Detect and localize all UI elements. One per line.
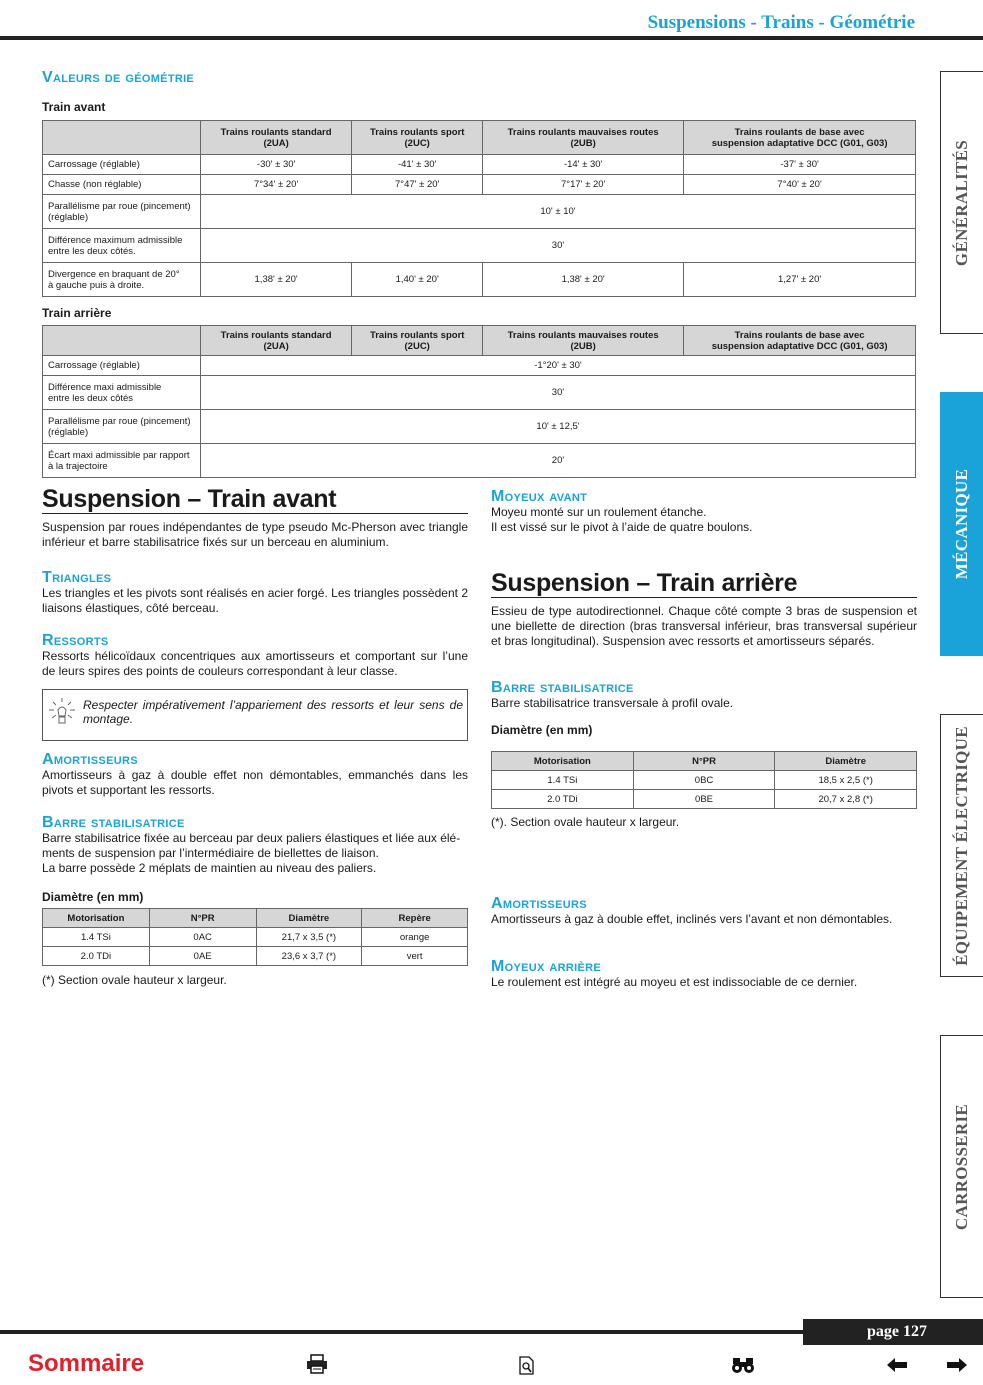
col-header: Trains roulants de base avec suspension adaptative DCC (G01, G03) <box>684 326 916 356</box>
col-header: Trains roulants de base avec suspension adaptative DCC (G01, G03) <box>684 121 916 155</box>
search-document-icon[interactable] <box>518 1356 536 1376</box>
printer-icon[interactable] <box>306 1354 328 1374</box>
sommaire-link[interactable]: Sommaire <box>28 1350 145 1377</box>
table-row: Chasse (non réglable) 7°34' ± 20' 7°47' ± 20' 7°17' ± 20' 7°40' ± 20' <box>43 175 916 195</box>
rear-amortisseurs-heading: Amortisseurs <box>491 895 587 912</box>
front-suspension-intro: Suspension par roues indépendantes de type pseudo Mc-Pherson avec triangle inférieur et barre stabilisatrice fixés sur un berceau en aluminium. <box>42 520 468 549</box>
table-row: Carrossage (réglable) -30' ± 30' -41' ± 30' -14' ± 30' -37' ± 30' <box>43 155 916 175</box>
header-rule <box>0 36 983 40</box>
table-row: Différence maximum admissible entre les deux côtés. 30' <box>43 229 916 263</box>
triangles-heading: Triangles <box>42 569 112 586</box>
rear-suspension-intro: Essieu de type autodirectionnel. Chaque côté compte 3 bras de suspension et une biellette de direction (bras transversal inférieur, bras transversal supérieur et bras longitudinal). Suspension avec ressorts et amortisseurs séparés. <box>491 604 917 648</box>
col-header: Trains roulants standard (2UA) <box>201 121 352 155</box>
moyeux-avant-heading: Moyeux avant <box>491 488 588 505</box>
rear-suspension-heading: Suspension – Train arrière <box>491 569 917 598</box>
table-row: Divergence en braquant de 20° à gauche puis à droite. 1,38' ± 20' 1,40' ± 20' 1,38' ± 20' 1,27' ± 20' <box>43 263 916 297</box>
arrow-left-icon[interactable] <box>886 1357 908 1373</box>
table-row: 2.0 TDi 0AE 23,6 x 3,7 (*) vert <box>43 947 468 966</box>
rear-amortisseurs-text: Amortisseurs à gaz à double effet, inclinés vers l’avant et non démontables. <box>491 912 893 926</box>
barre-text: Barre stabilisatrice fixée au berceau par deux paliers élastiques et liée aux élé- ments de suspension par l’intermédiaire de biellettes de liaison. La barre possède 2 méplats de maintien au niveau des paliers. <box>42 831 461 875</box>
moyeux-arriere-text: Le roulement est intégré au moyeu et est indissociable de ce dernier. <box>491 975 858 989</box>
table-row: 1.4 TSi 0BC 18,5 x 2,5 (*) <box>492 771 917 790</box>
rear-barre-text: Barre stabilisatrice transversale à profil ovale. <box>491 696 734 710</box>
table-corner <box>43 326 201 356</box>
moyeux-avant-text: Moyeu monté sur un roulement étanche. Il est vissé sur le pivot à l’aide de quatre boulons. <box>491 505 753 534</box>
front-footnote: (*) Section ovale hauteur x largeur. <box>42 973 227 987</box>
col-header: Trains roulants standard (2UA) <box>201 326 352 356</box>
front-suspension-heading: Suspension – Train avant <box>42 485 468 514</box>
rear-train-label: Train arrière <box>42 306 112 320</box>
rear-footnote: (*). Section ovale hauteur x largeur. <box>491 815 680 829</box>
barre-heading: Barre stabilisatrice <box>42 814 185 831</box>
front-bar-table: Motorisation N°PR Diamètre Repère 1.4 TSi 0AC 21,7 x 3,5 (*) orange 2.0 TDi 0AE 23,6 x 3,7 (*) vert <box>42 908 468 966</box>
diam-label-rear: Diamètre (en mm) <box>491 723 593 737</box>
front-train-label: Train avant <box>42 100 106 114</box>
arrow-right-icon[interactable] <box>946 1357 968 1373</box>
col-header: Trains roulants mauvaises routes (2UB) <box>483 121 684 155</box>
running-header: Suspensions - Trains - Géométrie <box>647 12 915 33</box>
table-row: 2.0 TDi 0BE 20,7 x 2,8 (*) <box>492 790 917 809</box>
moyeux-arriere-heading: Moyeux arrière <box>491 958 601 975</box>
rear-barre-heading: Barre stabilisatrice <box>491 679 634 696</box>
triangles-text: Les triangles et les pivots sont réalisés en acier forgé. Les triangles possèdent 2 liaisons élastiques, côté berceau. <box>42 586 468 615</box>
table-row: Parallélisme par roue (pincement) (réglable) 10' ± 10' <box>43 195 916 229</box>
rear-bar-table: Motorisation N°PR Diamètre 1.4 TSi 0BC 18,5 x 2,5 (*) 2.0 TDi 0BE 20,7 x 2,8 (*) <box>491 751 917 809</box>
tab-generalites[interactable]: GÉNÉRALITÉS <box>940 71 983 334</box>
table-row: Carrossage (réglable) -1°20' ± 30' <box>43 356 916 376</box>
geometry-title: Valeurs de géométrie <box>42 69 195 86</box>
amortisseurs-heading: Amortisseurs <box>42 751 138 768</box>
col-header: Trains roulants sport (2UC) <box>352 121 483 155</box>
warning-text: Respecter impérativement l’appariement des ressorts et leur sens de montage. <box>83 698 463 726</box>
tab-equipement-electrique[interactable]: ÉQUIPEMENT ÉLECTRIQUE <box>940 714 983 977</box>
lightbulb-icon <box>47 696 77 730</box>
col-header: Trains roulants mauvaises routes (2UB) <box>483 326 684 356</box>
col-header: Trains roulants sport (2UC) <box>352 326 483 356</box>
table-row: Différence maxi admissible entre les deux côtés 30' <box>43 376 916 410</box>
table-corner <box>43 121 201 155</box>
front-geometry-table <box>42 120 916 297</box>
ressorts-text: Ressorts hélicoïdaux concentriques aux amortisseurs et comportant sur l’une de leurs spires des points de couleurs correspondant à leur classe. <box>42 649 468 678</box>
binoculars-icon[interactable] <box>731 1356 755 1374</box>
tab-mecanique[interactable]: MÉCANIQUE <box>940 392 983 656</box>
diam-label-front: Diamètre (en mm) <box>42 890 144 904</box>
rear-geometry-table <box>42 325 916 478</box>
tab-carrosserie[interactable]: CARROSSERIE <box>940 1035 983 1298</box>
table-row: Écart maxi admissible par rapport à la trajectoire 20' <box>43 444 916 478</box>
ressorts-heading: Ressorts <box>42 632 109 649</box>
warning-note <box>42 689 468 741</box>
table-row: Parallélisme par roue (pincement) (réglable) 10' ± 12,5' <box>43 410 916 444</box>
table-row: 1.4 TSi 0AC 21,7 x 3,5 (*) orange <box>43 928 468 947</box>
amortisseurs-text: Amortisseurs à gaz à double effet non démontables, emmanchés dans les pivots et supportant les ressorts. <box>42 768 468 797</box>
page-number: page 127 <box>803 1319 983 1345</box>
